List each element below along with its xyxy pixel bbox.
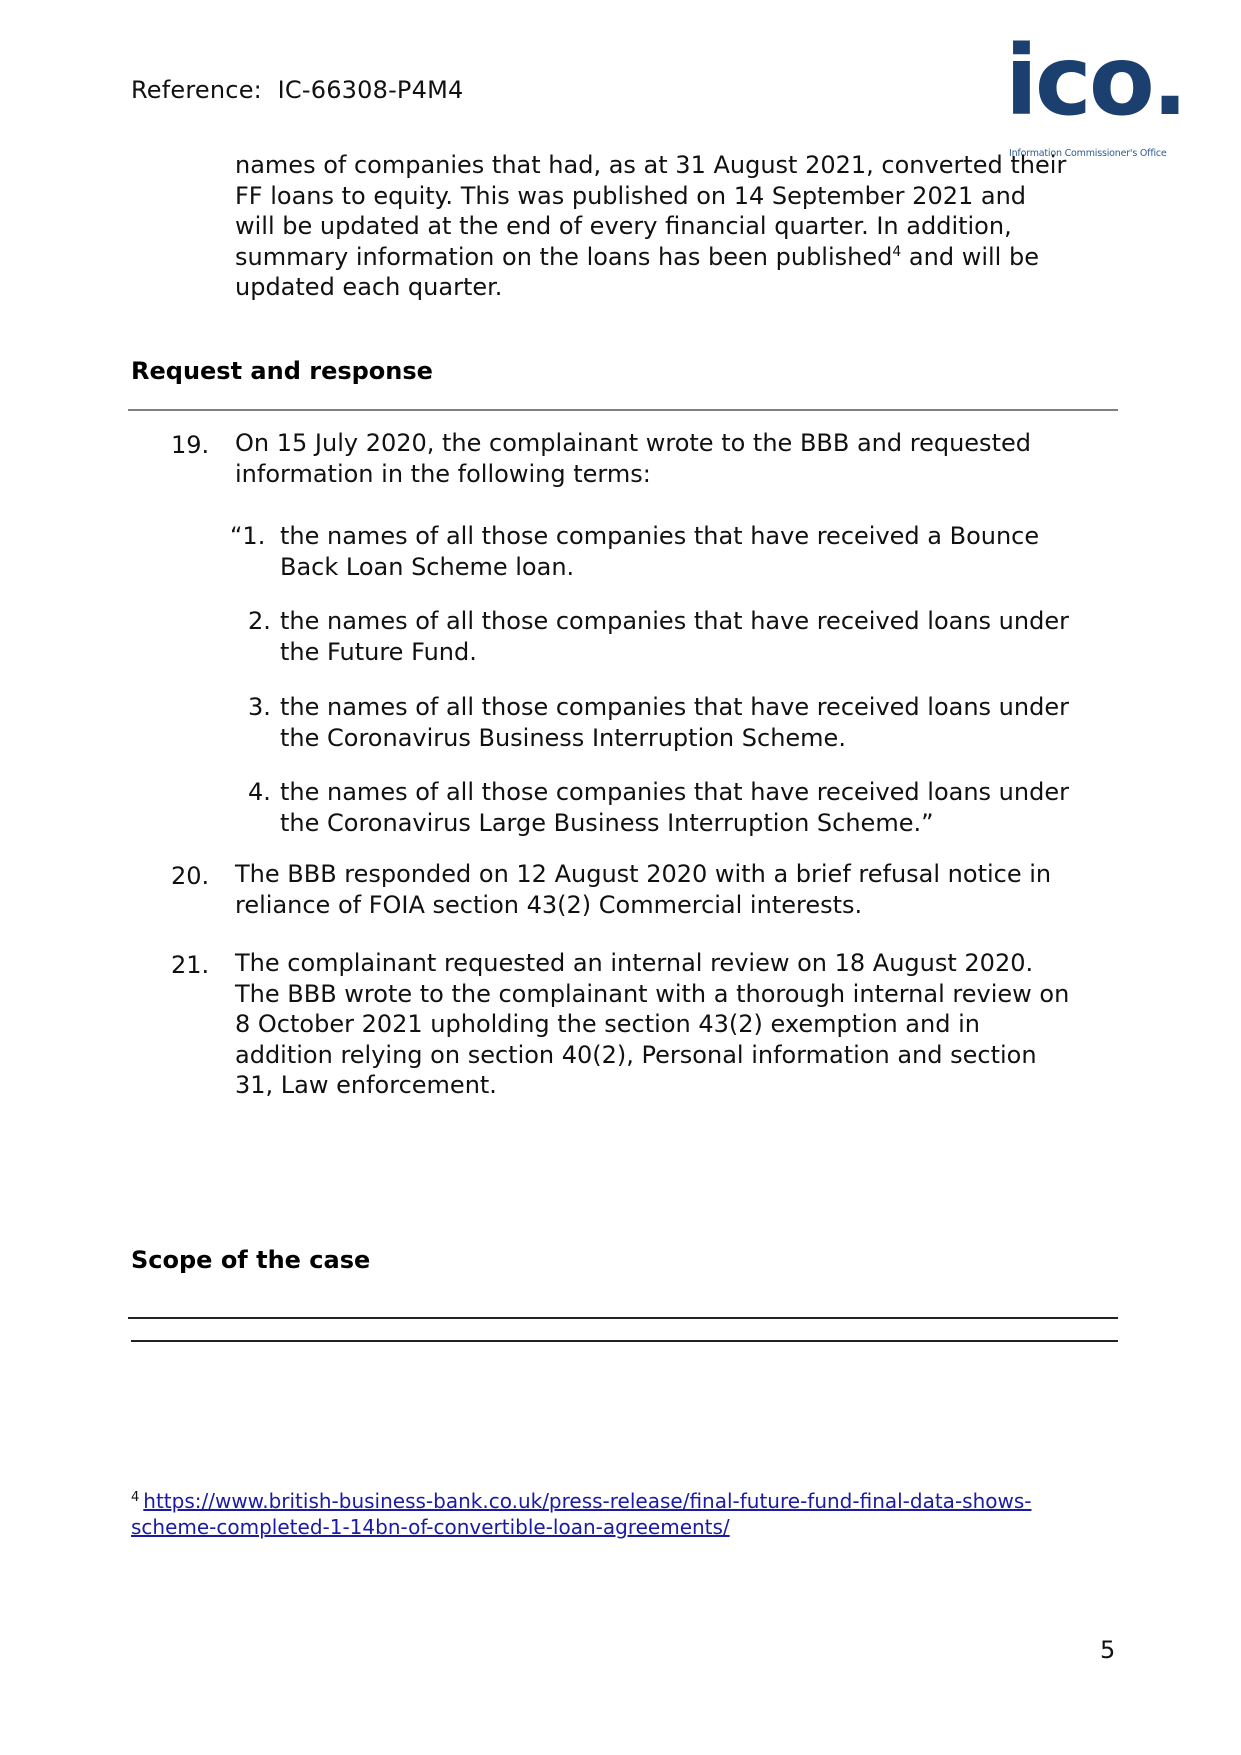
footnote-reference[interactable]: 4 [892, 243, 902, 260]
paragraph-line: The complainant requested an internal review on 18 August 2020. [235, 949, 1034, 977]
intro-line-text: and will be [901, 242, 1039, 271]
intro-line-text: summary information on the loans has been published [235, 242, 893, 271]
ico-logo [995, 25, 1186, 165]
paragraph-number: 21. [171, 951, 210, 979]
footnote-4 [131, 1488, 1131, 1540]
request-line: Back Loan Scheme loan. [280, 552, 575, 581]
request-marker: 2. [248, 607, 271, 635]
footnote-link-continued[interactable]: scheme-completed-1-14bn-of-convertible-loan-agreements/ [131, 1515, 730, 1539]
reference-label: Reference: [131, 76, 262, 104]
request-line: the Future Fund. [280, 637, 477, 666]
paragraph-20 [235, 859, 1135, 920]
footnote-number: 4 [131, 1490, 140, 1505]
paragraph-line: The BBB responded on 12 August 2020 with a brief refusal notice in [235, 860, 1052, 888]
quoted-request-4-text [280, 777, 1140, 838]
intro-line: updated each quarter. [235, 273, 503, 301]
paragraph-line: information in the following terms: [235, 459, 651, 488]
footnote-link[interactable]: https://www.british-business-bank.co.uk/press-release/final-future-fund-final-data-shows- [143, 1489, 1032, 1513]
paragraph-line: 31, Law enforcement. [235, 1071, 497, 1099]
request-line: the Coronavirus Business Interruption Scheme. [280, 723, 846, 752]
footnote-line [131, 1514, 1131, 1540]
intro-line: names of companies that had, as at 31 August 2021, converted their [235, 151, 1067, 179]
footnote-line [131, 1488, 1131, 1514]
section-divider [128, 409, 1118, 411]
quoted-request-3-text [280, 692, 1140, 753]
paragraph-number: 19. [171, 431, 210, 459]
section-heading-request-and-response: Request and response [131, 357, 433, 385]
quoted-request-4 [248, 777, 271, 808]
ico-wordmark: ico. [1005, 25, 1186, 137]
quoted-request-1 [230, 521, 265, 552]
intro-line: FF loans to equity. This was published on 14 September 2021 and [235, 181, 1027, 210]
paragraph-line: The BBB wrote to the complainant with a thorough internal review on [235, 979, 1070, 1008]
request-line: the names of all those companies that have received loans under [280, 607, 1069, 635]
paragraph-line: addition relying on section 40(2), Personal information and section [235, 1040, 1037, 1069]
quoted-request-2-text [280, 606, 1140, 667]
request-marker: “1. [230, 522, 266, 550]
intro-line [235, 242, 1135, 273]
ico-logo-subtitle: Information Commissioner's Office [1009, 148, 1167, 159]
quoted-request-2 [248, 606, 271, 637]
paragraph-19 [235, 428, 1135, 489]
request-line: the names of all those companies that have received loans under [280, 778, 1069, 806]
reference-line [131, 76, 463, 104]
request-line: the names of all those companies that have received a Bounce [280, 522, 1040, 550]
request-line: the names of all those companies that have received loans under [280, 693, 1069, 721]
paragraph-line: On 15 July 2020, the complainant wrote to the BBB and requested [235, 429, 1031, 457]
reference-value: IC-66308-P4M4 [277, 76, 464, 104]
footnote-separator [131, 1340, 1118, 1342]
paragraph-line: reliance of FOIA section 43(2) Commercial interests. [235, 890, 863, 919]
quoted-request-1-text [280, 521, 1140, 582]
section-divider [128, 1317, 1118, 1319]
section-heading-scope-of-the-case: Scope of the case [131, 1246, 371, 1274]
page-number: 5 [1100, 1636, 1116, 1664]
paragraph-21 [235, 948, 1135, 1101]
paragraph-line: 8 October 2021 upholding the section 43(2) exemption and in [235, 1010, 980, 1038]
request-marker: 4. [248, 778, 271, 806]
request-line: the Coronavirus Large Business Interruption Scheme.” [280, 808, 934, 837]
request-marker: 3. [248, 693, 271, 721]
intro-line: will be updated at the end of every financial quarter. In addition, [235, 212, 1012, 240]
paragraph-number: 20. [171, 862, 210, 890]
intro-paragraph [235, 150, 1135, 303]
quoted-request-3 [248, 692, 271, 723]
